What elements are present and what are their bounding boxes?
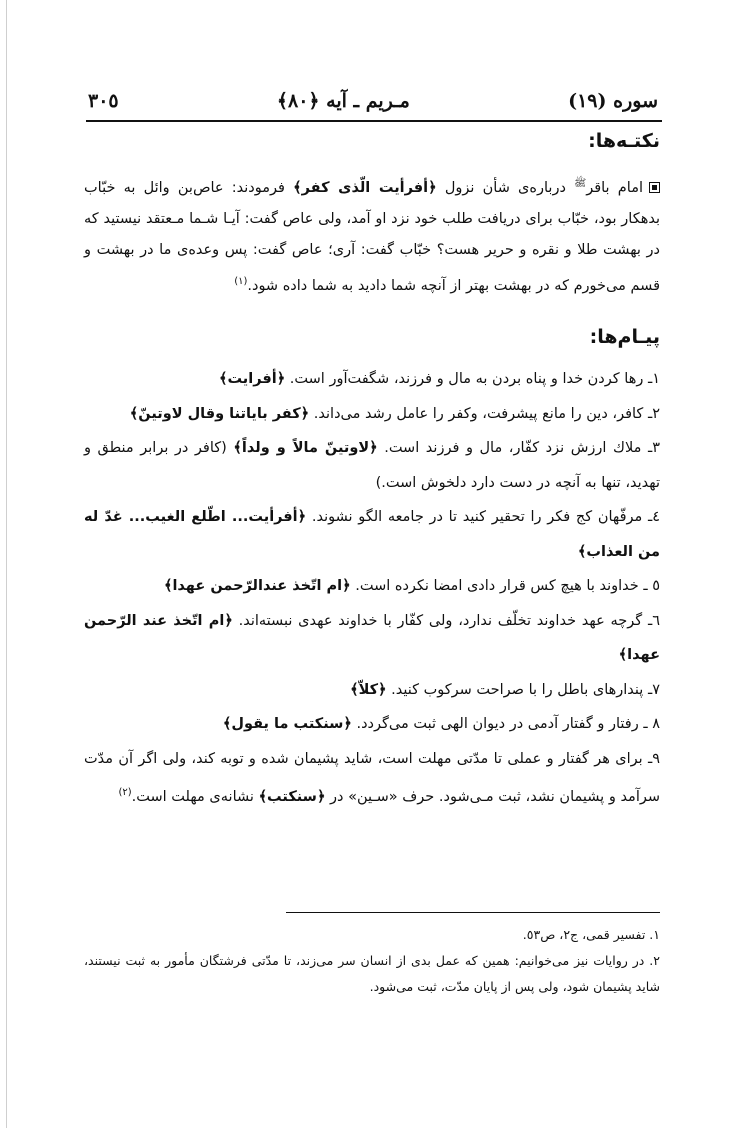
page-gutter-line: [6, 0, 7, 1128]
message-item: ٤ـ مرفّهان كج فكر را تحقير كنيد تا در جامعه الگو نشوند. ﴿أفرأيت... اطّلع الغيب... غدّ له من العذاب﴾: [84, 509, 661, 560]
footnote-ref: (٢): [118, 787, 132, 798]
notes-title: نكتـه‌ها:: [588, 130, 660, 152]
messages-title: پيـام‌ها:: [589, 326, 660, 348]
message-item: ٣ـ ملاك ارزش نزد كفّار، مال و فرزند است. ﴿لاوتينّ مالاً و ولداً﴾ (كافر در برابر منطق و تهديد، تنها به آنچه در دست دارد دلخوش است.): [84, 440, 660, 491]
footnote-separator: [286, 912, 660, 913]
footnotes: [84, 922, 660, 1000]
notes-paragraph: امام باقر$^ﷺ$ درباره‌ی شأن نزول ﴿أفرأيت الّذى كفر﴾ فرمودند: عاص‌بن وائل به خبّاب بدهكار بود، خبّاب براى دريافت طلب خود نزد او آمد، ولى عاص گفت: آيـا شـما مـعتقد نيستيد كه در بهشت طلا و نقره و حرير هست؟ خبّاب گفت: آرى؛ عاص گفت: پس وعده‌ى ما در بهشت و قسم مى‌خورم كه در بهشت بهتر از آنچه شما داديد به شما داده شود.$^{(١)}$: [84, 178, 660, 294]
square-bullet-icon: [649, 182, 660, 193]
message-item: ٦ـ گرچه عهد خداوند تخلّف ندارد، ولى كفّار با خداوند عهدى نبسته‌اند. ﴿ام اتّخذ عند الرّحمن عهدا﴾: [84, 612, 660, 663]
header-sura: سوره (١٩): [568, 90, 658, 112]
footnote-1: ١. تفسير قمى، ج٢، ص٥٣.: [522, 927, 660, 942]
message-item: ٨ ـ رفتار و گفتار آدمى در ديوان الهى ثبت مى‌گردد. ﴿سنكتب ما يقول﴾: [222, 716, 660, 732]
message-item: ١ـ رها كردن خدا و پناه بردن به مال و فرزند، شگفت‌آور است. ﴿أفرايت﴾: [218, 371, 660, 387]
running-header: [88, 86, 658, 116]
message-item: ٩ـ براى هر گفتار و عملى تا مدّتى مهلت است، شايد پشيمان شده و توبه كند، ولى اگر آن مدّت سرآمد و پشيمان نشد، ثبت مـى‌شود. حرف «سـين» در ﴿سنكتب﴾ نشانه‌ى مهلت است.$^{(٢)}$: [84, 750, 660, 805]
message-item: ٧ـ پندارهاى باطل را با صراحت سركوب كنيد. ﴿كلاّ﴾: [350, 681, 660, 698]
footnote-ref: (١): [234, 275, 248, 287]
header-rule: [86, 120, 662, 122]
footnote-2: ٢. در روايات نيز مى‌خوانيم: همين كه عمل بدى از انسان سر مى‌زند، تا مدّتى فرشتگان مأمور به ثبت نيستند، شايد پشيمان شود، ولى پس از پايان مدّت، ثبت مى‌شود.: [84, 953, 660, 994]
message-item: ٢ـ كافر، دين را مانع پيشرفت، وكفر را عامل رشد مى‌داند. ﴿كفر باياتنا وقال لاوتينّ﴾: [129, 405, 660, 422]
header-center: مـريم ـ آيه ﴿٨٠﴾: [276, 90, 410, 112]
messages-list: [84, 362, 660, 814]
header-page-number: ٣٠٥: [88, 90, 119, 112]
message-item: ٥ ـ خداوند با هيچ كس قرار دادى امضا نكرده است. ﴿ام اتّخذ عندالرّحمن عهدا﴾: [163, 578, 660, 594]
